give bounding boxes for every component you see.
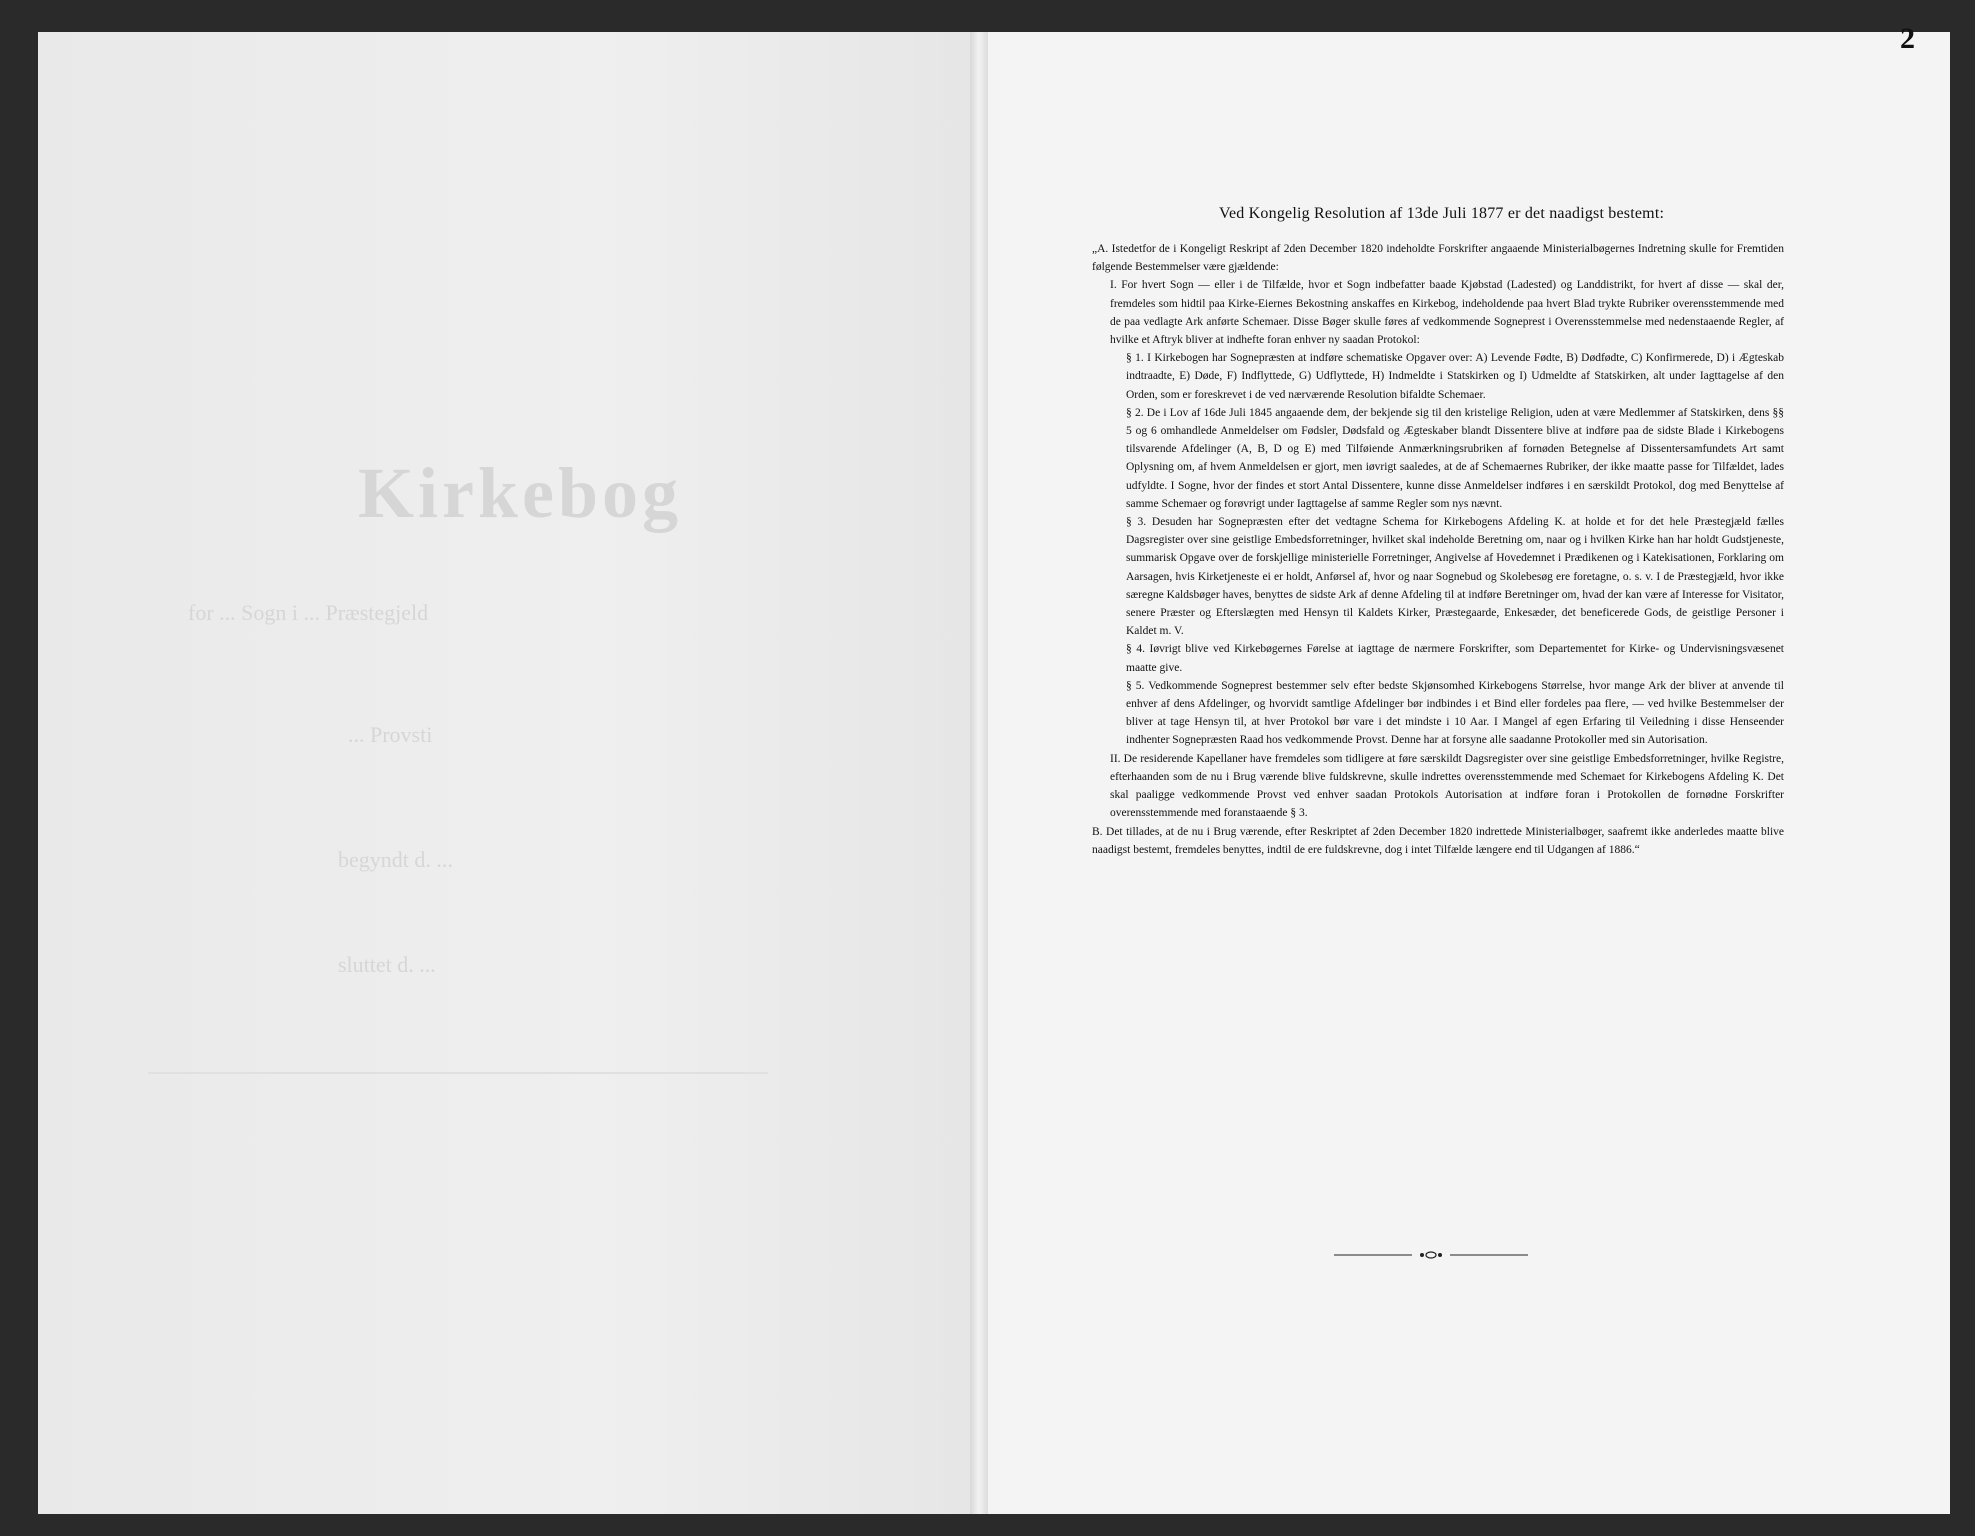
paragraph-i: I. For hvert Sogn — eller i de Tilfælde, hvor et Sogn indbefatter baade Kjøbstad (Ladested) og Landdistrikt, for hvert af disse — skal der, fremdeles som hidtil paa Kirke-Eiernes Bekostning anskaffes en Kirkebog, indeholdende paa hvert Blad trykte Rubriker overensstemmende med de paa vedlagte Ark anførte Schemaer. Disse Bøger skulle føres af vedkommende Sogneprest i Overensstemmelse med nedenstaaende Regler, af hvilke et Aftryk bliver at indhefte foran enhver ny saadan Protokol: [1110,279,1784,347]
paragraph-s2: § 2. De i Lov af 16de Juli 1845 angaaende dem, der bekjende sig til den kristelige Religion, uden at være Medlemmer af Statskirken, dens §§ 5 og 6 omhandlede Anmeldelser om Fødsler, Dødsfald og Ægteskaber blandt Dissentere blive at indføre paa de sidste Blade i Kirkebogens tilsvarende Afdelinger (A, B, D og E) med Tilføiende Anmærkningsrubriken af fornøden Betegnelse af Dissentersamfundets Art samt Oplysning om, af hvem Anmeldelsen er gjort, men iøvrigt saaledes, at de af Schemaernes Rubriker, der ikke maatte passe for Tilfældet, lades udfyldte. I Sogne, hvor der findes et stort Antal Dissentere, kunne disse Anmeldelser indføres i en særskildt Protokol, dog med Benyttelse af samme Schemaer og forøvrigt under Iagttagelse af samme Regler som nys nævnt. [1126,406,1784,510]
paragraph-ii: II. De residerende Kapellaner have fremdeles som tidligere at føre særskildt Dagsregister over sine geistlige Embedsforretninger, hvilke Registre, efterhaanden som de nu i Brug værende blive fuldskrevne, skulle indrettes overensstemmende med Schemaet for Kirkebogens Afdeling K. Det skal paaligge vedkommende Provst ved enhver saadan Protokols Autorisation at indføre foran i Protokollen de fornødne Forskrifter overensstemmende med foranstaaende § 3. [1110,752,1784,820]
faint-line-3: begyndt d. ... [338,847,453,872]
faint-rule [148,1072,768,1074]
resolution-title: Ved Kongelig Resolution af 13de Juli 1877 er det naadigst bestemt: [1219,205,1665,222]
resolution-body [1092,240,1784,859]
paragraph-s3: § 3. Desuden har Sognepræsten efter det vedtagne Schema for Kirkebogens Afdeling K. at holde et for det hele Præstegjæld fælles Dagsregister over sine geistlige Embedsforretninger, hvilket skal indeholde Beretning om, naar og i hvilken Kirke han har holdt Gudstjeneste, summarisk Opgave over de forskjellige ministerielle Forretninger, Angivelse af Hovedemnet i Prædikenen og i Katekisationen, Forklaring om Aarsagen, hvis Kirketjeneste ei er holdt, Anførsel af, hvor og naar Sognebud og Skolebesøg ere foretagne, o. s. v. I de Præstegjæld, hvor ikke særegne Kaldsbøger haves, benyttes de sidste Ark af denne Afdeling til at indføre Beretninger om, hvad der kan være af Interesse for Visitator, senere Præster og Efterslægten med Hensyn til Kaldets Kirker, Præstegaarde, Enkesæder, det beneficerede Gods, de geistlige Personer i Kaldet m. V. [1126,516,1784,638]
page-number: 2 [1900,22,1915,55]
ornament-divider [1334,1249,1528,1261]
paragraph-s4: § 4. Iøvrigt blive ved Kirkebøgernes Førelse at iagttage de nærmere Forskrifter, som Departementet for Kirke- og Undervisningsvæsenet maatte give. [1126,643,1784,674]
gutter [970,32,988,1514]
faint-line-4: sluttet d. ... [338,952,436,977]
faint-title: Kirkebog [358,453,683,533]
paragraph-b: B. Det tillades, at de nu i Brug værende, efter Reskriptet af 2den December 1820 indrettede Ministerialbøger, saafremt ikke anderledes maatte blive naadigst bestemt, fremdeles benyttes, indtil de ere fuldskrevne, dog i intet Tilfælde længere end til Udgangen af 1886.“ [1092,825,1784,856]
left-page [38,32,970,1514]
faint-line-1: for ... Sogn i ... Præstegjeld [188,600,429,625]
paragraph-a: „A. Istedetfor de i Kongeligt Reskript af 2den December 1820 indeholdte Forskrifter angaaende Ministerialbøgernes Indretning skulle for Fremtiden følgende Bestemmelser være gjældende: [1092,243,1784,274]
faint-line-2: ... Provsti [348,722,433,747]
paragraph-s1: § 1. I Kirkebogen har Sognepræsten at indføre schematiske Opgaver over: A) Levende Fødte, B) Dødfødte, C) Konfirmerede, D) i Ægteskab indtraadte, E) Døde, F) Indflyttede, G) Udflyttede, H) Indmeldte i Statskirken og I) Udmeldte af Statskirken, alt under Iagttagelse af den Orden, som er foreskrevet i de ved nærværende Resolution bifaldte Schemaer. [1126,352,1784,401]
paragraph-s5: § 5. Vedkommende Sogneprest bestemmer selv efter bedste Skjønsomhed Kirkebogens Størrelse, hvor mange Ark der bliver at anvende til enhver af dens Afdelinger, og hvorvidt samtlige Afdelinger bør indbindes i et Bind eller fordeles paa flere, — ved hvilke Bestemmelser der bliver at tage Hensyn til, at hver Protokol bør vare i det mindste i 10 Aar. I Mangel af egen Erfaring til Veiledning i disse Henseender indhenter Sognepræsten Raad hos vedkommende Provst. Denne har at forsyne alle saadanne Protokoller med sin Autorisation. [1126,679,1784,747]
